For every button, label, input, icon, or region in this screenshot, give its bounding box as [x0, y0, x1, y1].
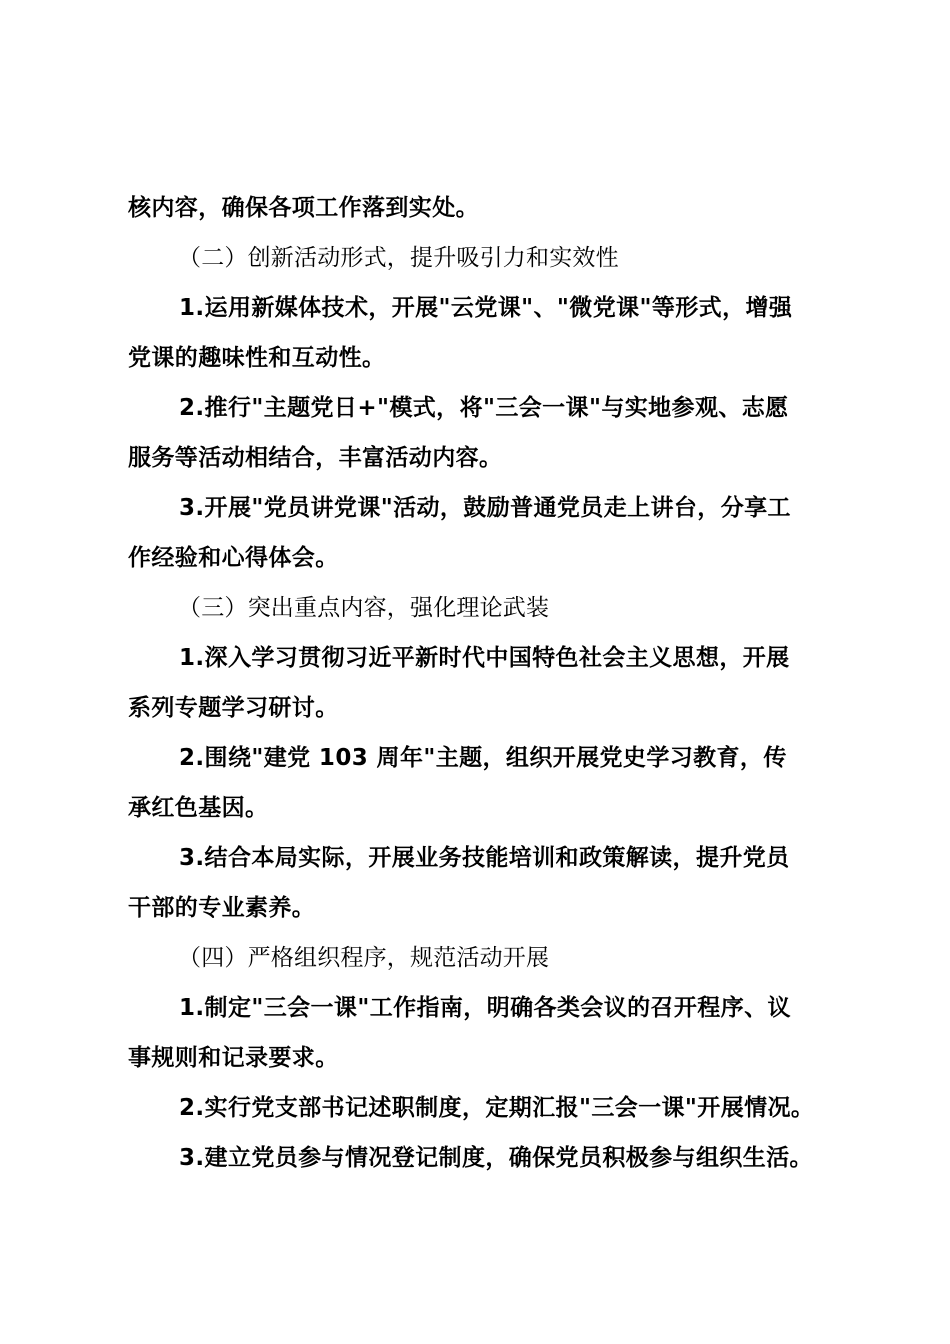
body-line-8: 作经验和心得体会。 — [128, 545, 339, 571]
body-line-10: 1.深入学习贯彻习近平新时代中国特色社会主义思想，开展 — [179, 645, 790, 671]
body-line-14: 3.结合本局实际，开展业务技能培训和政策解读，提升党员 — [179, 845, 790, 871]
section-heading-4: （四）严格组织程序，规范活动开展 — [178, 945, 550, 971]
section-heading-2: （二）创新活动形式，提升吸引力和实效性 — [178, 245, 619, 271]
body-line-5: 2.推行"主题党日+"模式，将"三会一课"与实地参观、志愿 — [179, 395, 789, 421]
body-line-11: 系列专题学习研讨。 — [128, 695, 339, 721]
body-line-1: 核内容，确保各项工作落到实处。 — [128, 195, 479, 221]
document-body — [128, 183, 833, 1183]
body-line-17: 1.制定"三会一课"工作指南，明确各类会议的召开程序、议 — [179, 995, 791, 1021]
body-line-3: 1.运用新媒体技术，开展"云党课"、"微党课"等形式，增强 — [179, 295, 793, 321]
body-line-13: 承红色基因。 — [128, 795, 269, 821]
body-line-15: 干部的专业素养。 — [128, 895, 316, 921]
body-line-20: 3.建立党员参与情况登记制度，确保党员积极参与组织生活。 — [179, 1145, 813, 1171]
body-line-7: 3.开展"党员讲党课"活动，鼓励普通党员走上讲台，分享工 — [179, 495, 791, 521]
body-line-12: 2.围绕"建党 103 周年"主题，组织开展党史学习教育，传 — [179, 745, 787, 771]
body-line-19: 2.实行党支部书记述职制度，定期汇报"三会一课"开展情况。 — [179, 1095, 815, 1121]
body-line-4: 党课的趣味性和互动性。 — [128, 345, 386, 371]
body-line-6: 服务等活动相结合，丰富活动内容。 — [128, 445, 503, 471]
body-line-18: 事规则和记录要求。 — [128, 1045, 339, 1071]
section-heading-3: （三）突出重点内容，强化理论武装 — [178, 595, 550, 621]
